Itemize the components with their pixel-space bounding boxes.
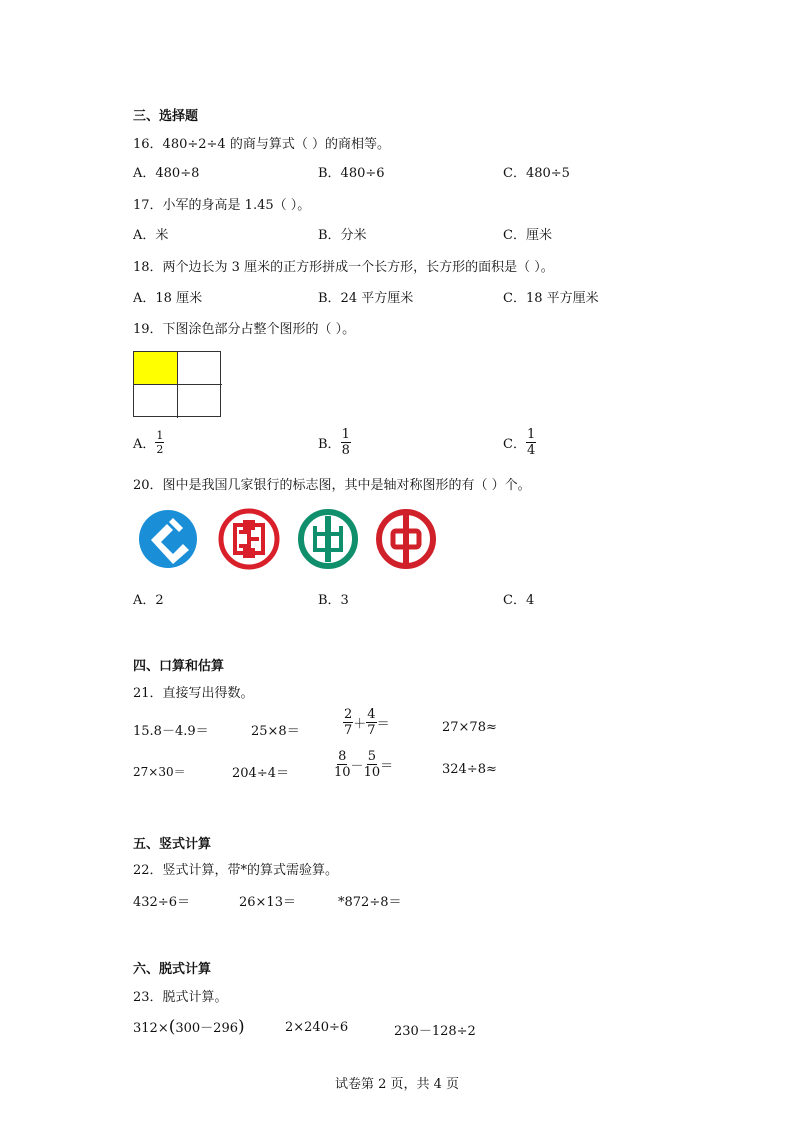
q20-option-c[interactable]: C．4 [503,593,535,608]
q16-option-a[interactable]: A．480÷8 [133,166,200,181]
q21-expr-3: $\frac{2}{7}$ ＋ $\frac{4}{7}$ ＝ [344,707,390,738]
q16-option-c[interactable]: C．480÷5 [503,166,570,181]
q22-stem: 22．竖式计算，带*的算式需验算。 [133,863,339,878]
q23-stem: 23．脱式计算。 [133,990,228,1005]
q19-option-a[interactable]: A． $\frac{1}{2}$ [133,429,164,456]
q16-option-b[interactable]: B．480÷6 [318,166,385,181]
q19-square-figure [133,351,221,417]
ccb-logo-icon [137,508,199,570]
q20-stem: 20．图中是我国几家银行的标志图，其中是轴对称图形的有（ ）个。 [133,478,531,493]
section-5-title: 五、竖式计算 [133,837,212,852]
q23-expr-2: 2×240÷6 [285,1020,349,1035]
q18-option-a[interactable]: A．18 厘米 [133,291,203,306]
q16-stem: 16．480÷2÷4 的商与算式（ ）的商相等。 [133,137,390,152]
q22-expr-1: 432÷6＝ [133,895,190,910]
q19-stem: 19．下图涂色部分占整个图形的（ ）。 [133,322,356,337]
q19-option-c[interactable]: C． $\frac{1}{4}$ [503,427,536,458]
q21-expr-5: 27×30＝ [133,765,186,779]
q23-expr-1: 312×(300－296) [133,1017,245,1037]
q17-stem: 17．小军的身高是 1.45（ ）。 [133,198,311,213]
q20-option-b[interactable]: B．3 [318,593,349,608]
q21-expr-2: 25×8＝ [251,724,300,739]
grid-cell [134,385,178,418]
q18-option-b[interactable]: B．24 平方厘米 [318,291,414,306]
section-3-title: 三、选择题 [133,109,199,124]
grid-cell [178,385,222,418]
q21-expr-1: 15.8－4.9＝ [133,724,209,739]
icbc-logo-icon [218,508,280,570]
section-6-title: 六、脱式计算 [133,962,212,977]
q21-expr-6: 204÷4＝ [232,766,289,781]
section-4-title: 四、口算和估算 [133,659,225,674]
page-footer: 试卷第 2 页，共 4 页 [334,1077,460,1092]
q19-option-b[interactable]: B． $\frac{1}{8}$ [318,427,350,458]
q20-option-a[interactable]: A．2 [133,593,164,608]
q17-option-a[interactable]: A．米 [133,228,169,243]
q17-option-b[interactable]: B．分米 [318,228,367,243]
q17-option-c[interactable]: C．厘米 [503,228,552,243]
abc-logo-icon [297,508,359,570]
q22-expr-2: 26×13＝ [239,895,296,910]
boc-logo-icon [375,508,437,570]
q22-expr-3: *872÷8＝ [338,895,402,910]
q21-stem: 21．直接写出得数。 [133,686,254,701]
shaded-cell [134,352,178,385]
q18-option-c[interactable]: C．18 平方厘米 [503,291,599,306]
q18-stem: 18．两个边长为 3 厘米的正方形拼成一个长方形，长方形的面积是（ ）。 [133,260,554,275]
q23-expr-3: 230－128÷2 [394,1024,476,1039]
q21-expr-7: $\frac{8}{10}$ － $\frac{5}{10}$ ＝ [334,749,394,780]
grid-cell [178,352,222,385]
q21-expr-8: 324÷8≈ [442,762,497,777]
q21-expr-4: 27×78≈ [442,720,497,735]
